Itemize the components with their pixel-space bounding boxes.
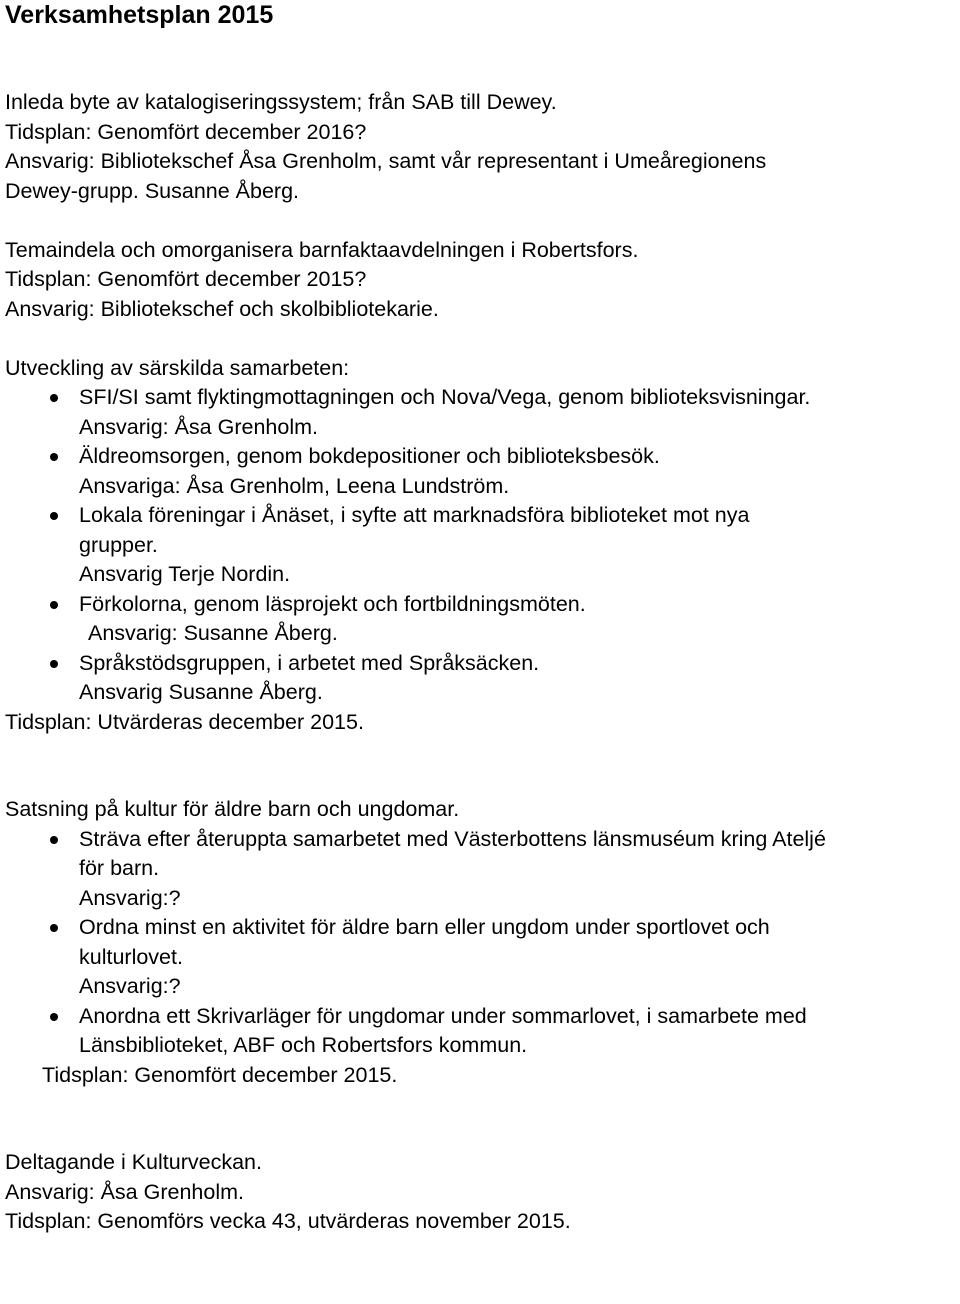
section-heading: Satsning på kultur för äldre barn och ungdomar. [5,797,460,821]
list-item-text: Språkstödsgruppen, i arbetet med Språksäcken. [79,650,540,675]
responsible-line: Ansvarig: Åsa Grenholm. [79,414,318,439]
text-line: Dewey-grupp. Susanne Åberg. [5,178,300,203]
responsible-line: Ansvarig Susanne Åberg. [79,680,323,704]
section-collaborations [5,354,960,738]
list-item-continuation: Länsbiblioteket, ABF och Robertsfors kommun. [79,1033,528,1057]
list-item-text: Ordna minst en aktivitet för äldre barn eller ungdom under sportlovet och [79,915,770,939]
page-title: Verksamhetsplan 2015 [5,1,274,29]
list-item [5,590,960,620]
document-page [5,0,960,1237]
text-line: Tidsplan: Genomförs vecka 43, utvärderas november 2015. [5,1209,571,1233]
text-line: Tidsplan: Genomfört december 2015? [5,267,367,291]
bullet-icon [50,512,58,520]
text-line: Temaindela och omorganisera barnfaktaavdelningen i Robertsfors. [5,237,639,262]
section-catalog-system [5,88,960,206]
list-item-text: Äldreomsorgen, genom bokdepositioner och biblioteksbesök. [79,444,660,468]
text-line: Ansvarig: Bibliotekschef Åsa Grenholm, samt vår representant i Umeåregionens [5,149,767,173]
list-item [5,913,960,943]
list-item-continuation: grupper. [79,532,158,557]
responsible-line: Ansvarig Terje Nordin. [79,562,291,586]
bullet-icon [50,660,58,668]
list-item-text: Sträva efter återuppta samarbetet med Västerbottens länsmuséum kring Ateljé [79,826,826,851]
list-item [5,649,960,679]
responsible-line: Ansvarig: Susanne Åberg. [88,621,338,645]
section-heading: Utveckling av särskilda samarbeten: [5,355,350,380]
text-line: Inleda byte av katalogiseringssystem; från SAB till Dewey. [5,90,557,114]
section-children-facts [5,236,960,325]
list-item [5,501,960,531]
bullet-icon [50,836,58,844]
list-item-text: Anordna ett Skrivarläger för ungdomar under sommarlovet, i samarbete med [79,1003,807,1028]
bullet-icon [50,924,58,932]
list-item [5,383,960,413]
section-culture-youth [5,795,960,1090]
bullet-icon [50,601,58,609]
list-item-text: Lokala föreningar i Ånäset, i syfte att marknadsföra biblioteket mot nya [79,503,750,527]
bullet-icon [50,1013,58,1021]
list-item-text: Förkolorna, genom läsprojekt och fortbildningsmöten. [79,591,586,616]
schedule-line: Tidsplan: Genomfört december 2015. [42,1062,398,1087]
list-item-continuation: för barn. [79,856,160,880]
list-item-text: SFI/SI samt flyktingmottagningen och Nova/Vega, genom biblioteksvisningar. [79,385,811,409]
list-item [5,825,960,855]
bullet-icon [50,453,58,461]
list-item [5,1002,960,1032]
text-line: Ansvarig: Åsa Grenholm. [5,1179,244,1204]
list-item [5,442,960,472]
section-culture-week [5,1148,960,1237]
text-line: Deltagande i Kulturveckan. [5,1150,262,1174]
responsible-line: Ansvariga: Åsa Grenholm, Leena Lundström. [79,473,510,498]
text-line: Ansvarig: Bibliotekschef och skolbibliotekarie. [5,296,439,321]
schedule-line: Tidsplan: Utvärderas december 2015. [5,709,364,734]
bullet-icon [50,394,58,402]
responsible-line: Ansvarig:? [79,974,181,998]
list-item-continuation: kulturlovet. [79,944,183,969]
responsible-line: Ansvarig:? [79,885,181,910]
text-line: Tidsplan: Genomfört december 2016? [5,119,367,144]
